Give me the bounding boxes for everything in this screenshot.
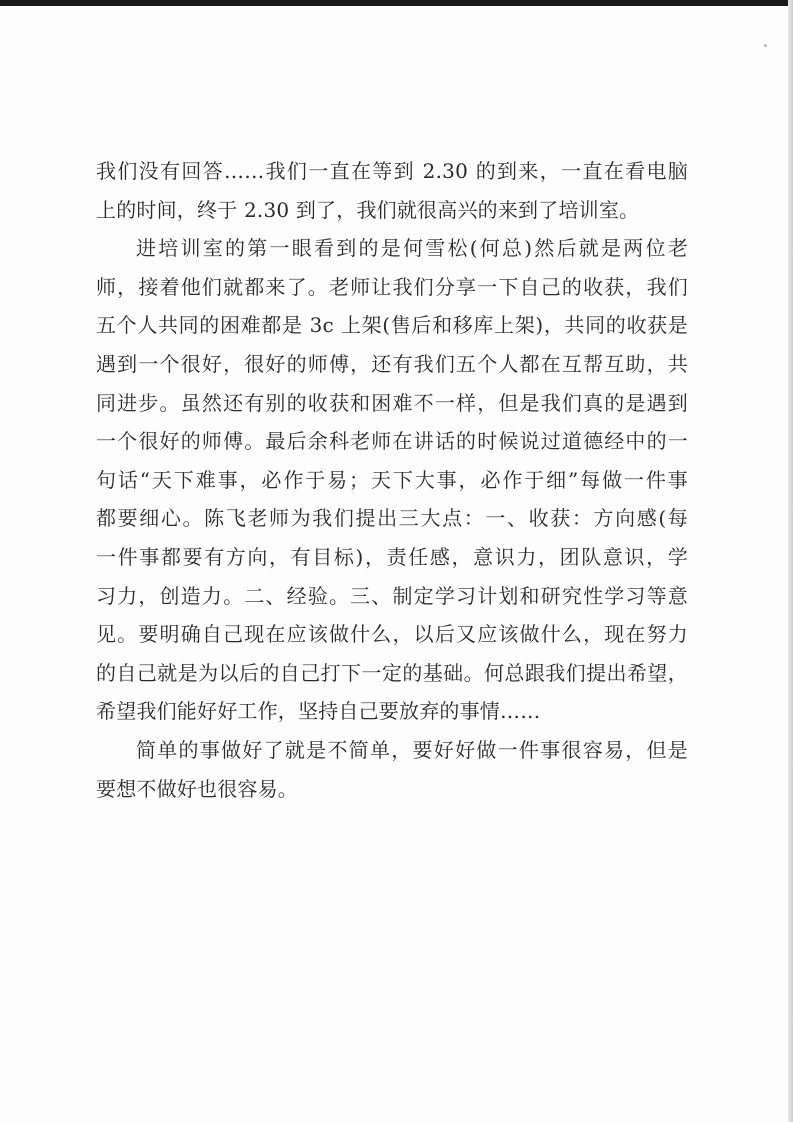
text-line: 句话“天下难事，必作于易；天下大事，必作于细”每做一件事 — [96, 467, 688, 492]
text-line: 都要细心。陈飞老师为我们提出三大点：一、收获：方向感(每 — [96, 506, 688, 531]
text-line: 同进步。虽然还有别的收获和困难不一样，但是我们真的是遇到 — [96, 390, 688, 415]
text-line: 我们没有回答……我们一直在等到 2.30 的到来，一直在看电脑 — [96, 159, 688, 183]
text-line: 遇到一个很好，很好的师傅，还有我们五个人都在互帮互助，共 — [96, 351, 688, 376]
body-text — [96, 152, 688, 808]
scan-top-border — [0, 0, 793, 6]
text-line: 要想不做好也很容易。 — [96, 776, 298, 801]
text-line: 五个人共同的困难都是 3c 上架(售后和移库上架)，共同的收获是 — [96, 313, 688, 338]
text-line: 简单的事做好了就是不简单，要好好做一件事很容易，但是 — [136, 737, 688, 762]
text-line: 希望我们能好好工作，坚持自己要放弃的事情…… — [96, 699, 541, 724]
text-line: 一件事都要有方向，有目标)，责任感，意识力，团队意识，学 — [96, 544, 688, 569]
scan-speck — [764, 44, 767, 47]
scan-right-border — [788, 0, 793, 1122]
text-line: 习力，创造力。二、经验。三、制定学习计划和研究性学习等意 — [96, 583, 688, 608]
text-line: 进培训室的第一眼看到的是何雪松(何总)然后就是两位老 — [136, 236, 688, 261]
text-line: 的自己就是为以后的自己打下一定的基础。何总跟我们提出希望， — [96, 660, 688, 685]
text-line: 见。要明确自己现在应该做什么，以后又应该做什么，现在努力 — [96, 622, 688, 647]
text-line: 一个很好的师傅。最后余科老师在讲话的时候说过道德经中的一 — [96, 429, 688, 454]
text-line: 师，接着他们就都来了。老师让我们分享一下自己的收获，我们 — [96, 274, 688, 299]
text-line: 上的时间，终于 2.30 到了，我们就很高兴的来到了培训室。 — [96, 197, 640, 222]
